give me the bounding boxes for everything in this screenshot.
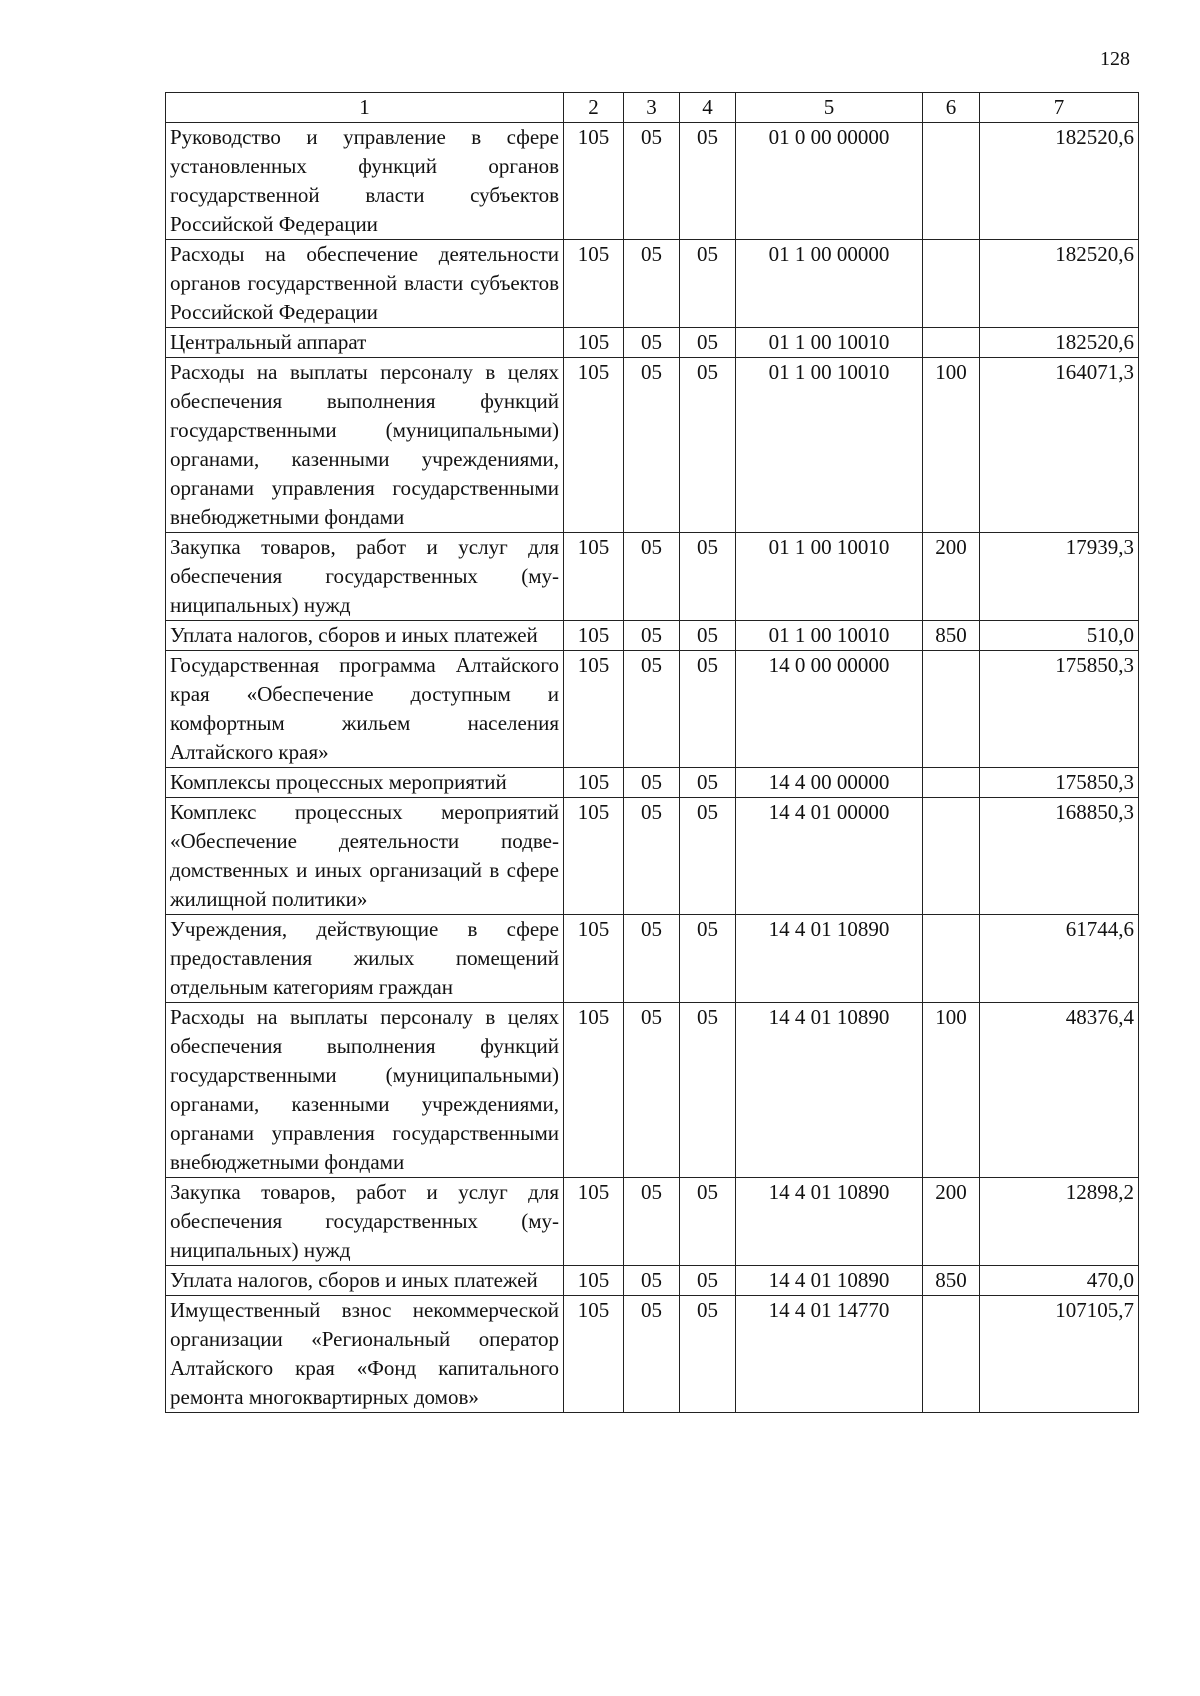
row-target-article: 01 1 00 10010 xyxy=(736,621,923,651)
row-code-section: 05 xyxy=(624,1003,680,1178)
row-code-subsection: 05 xyxy=(680,621,736,651)
row-amount: 17939,3 xyxy=(980,533,1139,621)
row-expense-type xyxy=(923,240,980,328)
column-header: 2 xyxy=(564,93,624,123)
row-code-ministry: 105 xyxy=(564,1266,624,1296)
table-row xyxy=(166,358,1139,533)
row-code-subsection: 05 xyxy=(680,240,736,328)
row-target-article: 14 4 01 14770 xyxy=(736,1296,923,1413)
row-code-subsection: 05 xyxy=(680,328,736,358)
row-amount: 175850,3 xyxy=(980,651,1139,768)
row-code-subsection: 05 xyxy=(680,358,736,533)
row-name: Уплата налогов, сборов и иных платежей xyxy=(166,1266,564,1296)
row-code-ministry: 105 xyxy=(564,123,624,240)
row-code-section: 05 xyxy=(624,621,680,651)
row-target-article: 14 4 01 10890 xyxy=(736,1178,923,1266)
row-expense-type xyxy=(923,1296,980,1413)
row-code-ministry: 105 xyxy=(564,358,624,533)
row-code-section: 05 xyxy=(624,1178,680,1266)
row-code-subsection: 05 xyxy=(680,533,736,621)
row-amount: 48376,4 xyxy=(980,1003,1139,1178)
row-code-subsection: 05 xyxy=(680,915,736,1003)
column-header: 6 xyxy=(923,93,980,123)
row-name: Расходы на обеспечение деятельности органов государственной власти субъектов Российской Федерации xyxy=(166,240,564,328)
row-name: Комплекс процессных мероприятий «Обеспечение деятельности подведомственных и иных организаций в сфере жилищной политики» xyxy=(166,798,564,915)
row-target-article: 01 0 00 00000 xyxy=(736,123,923,240)
row-code-subsection: 05 xyxy=(680,1178,736,1266)
column-header: 3 xyxy=(624,93,680,123)
row-expense-type xyxy=(923,328,980,358)
row-amount: 175850,3 xyxy=(980,768,1139,798)
table-row xyxy=(166,328,1139,358)
table-row xyxy=(166,651,1139,768)
row-expense-type: 850 xyxy=(923,621,980,651)
row-code-subsection: 05 xyxy=(680,1296,736,1413)
header-row xyxy=(166,93,1139,123)
row-target-article: 01 1 00 10010 xyxy=(736,328,923,358)
row-code-subsection: 05 xyxy=(680,1266,736,1296)
row-target-article: 14 4 01 10890 xyxy=(736,1003,923,1178)
column-header: 4 xyxy=(680,93,736,123)
row-code-ministry: 105 xyxy=(564,533,624,621)
row-name: Центральный аппарат xyxy=(166,328,564,358)
row-amount: 61744,6 xyxy=(980,915,1139,1003)
row-amount: 107105,7 xyxy=(980,1296,1139,1413)
table-row xyxy=(166,915,1139,1003)
row-code-ministry: 105 xyxy=(564,768,624,798)
table-row xyxy=(166,768,1139,798)
page-number: 128 xyxy=(1100,48,1130,70)
row-code-section: 05 xyxy=(624,123,680,240)
row-amount: 510,0 xyxy=(980,621,1139,651)
row-code-section: 05 xyxy=(624,1296,680,1413)
row-name: Комплексы процессных мероприятий xyxy=(166,768,564,798)
row-name: Закупка товаров, работ и услуг для обеспечения государственных (муниципальных) нужд xyxy=(166,1178,564,1266)
table-row xyxy=(166,123,1139,240)
row-code-section: 05 xyxy=(624,533,680,621)
row-name: Руководство и управление в сфере установленных функций органов государственной власти субъектов Российской Федерации xyxy=(166,123,564,240)
row-code-section: 05 xyxy=(624,915,680,1003)
row-code-section: 05 xyxy=(624,240,680,328)
row-code-ministry: 105 xyxy=(564,240,624,328)
row-target-article: 01 1 00 00000 xyxy=(736,240,923,328)
row-name: Учреждения, действующие в сфере предоставления жилых помещений отдельным категориям граждан xyxy=(166,915,564,1003)
row-expense-type xyxy=(923,915,980,1003)
row-name: Имущественный взнос некоммерческой организации «Региональный оператор Алтайского края «Фонд капитального ремонта многоквартирных домов» xyxy=(166,1296,564,1413)
column-header: 7 xyxy=(980,93,1139,123)
row-amount: 470,0 xyxy=(980,1266,1139,1296)
row-target-article: 01 1 00 10010 xyxy=(736,533,923,621)
row-expense-type xyxy=(923,651,980,768)
table-row xyxy=(166,240,1139,328)
row-name: Государственная программа Алтайского края «Обеспечение доступным и комфортным жильем населения Алтайского края» xyxy=(166,651,564,768)
row-code-subsection: 05 xyxy=(680,798,736,915)
budget-table xyxy=(165,92,1139,1413)
row-code-section: 05 xyxy=(624,328,680,358)
row-name: Расходы на выплаты персоналу в целях обеспечения выполнения функций государственными (муниципальными) органами, казенными учреждениями, органами управления государственными внебюджетными фондами xyxy=(166,1003,564,1178)
column-header: 5 xyxy=(736,93,923,123)
row-name: Уплата налогов, сборов и иных платежей xyxy=(166,621,564,651)
row-amount: 164071,3 xyxy=(980,358,1139,533)
table-row xyxy=(166,533,1139,621)
row-amount: 182520,6 xyxy=(980,328,1139,358)
table-row xyxy=(166,798,1139,915)
row-expense-type: 100 xyxy=(923,1003,980,1178)
row-code-ministry: 105 xyxy=(564,651,624,768)
row-code-ministry: 105 xyxy=(564,621,624,651)
row-name: Расходы на выплаты персоналу в целях обеспечения выполнения функций государственными (муниципальными) органами, казенными учреждениями, органами управления государственными внебюджетными фондами xyxy=(166,358,564,533)
row-code-subsection: 05 xyxy=(680,1003,736,1178)
table-row xyxy=(166,1003,1139,1178)
row-code-ministry: 105 xyxy=(564,915,624,1003)
row-code-section: 05 xyxy=(624,798,680,915)
row-expense-type xyxy=(923,123,980,240)
row-amount: 168850,3 xyxy=(980,798,1139,915)
row-code-ministry: 105 xyxy=(564,1296,624,1413)
row-target-article: 14 4 01 10890 xyxy=(736,1266,923,1296)
row-expense-type: 850 xyxy=(923,1266,980,1296)
row-expense-type: 200 xyxy=(923,533,980,621)
row-amount: 12898,2 xyxy=(980,1178,1139,1266)
row-amount: 182520,6 xyxy=(980,240,1139,328)
table-row xyxy=(166,1296,1139,1413)
row-code-ministry: 105 xyxy=(564,798,624,915)
row-target-article: 14 4 01 10890 xyxy=(736,915,923,1003)
table-row xyxy=(166,621,1139,651)
row-target-article: 14 4 00 00000 xyxy=(736,768,923,798)
table-row xyxy=(166,1178,1139,1266)
row-code-section: 05 xyxy=(624,768,680,798)
row-target-article: 01 1 00 10010 xyxy=(736,358,923,533)
row-code-ministry: 105 xyxy=(564,1178,624,1266)
row-code-subsection: 05 xyxy=(680,768,736,798)
row-expense-type xyxy=(923,768,980,798)
table-row xyxy=(166,1266,1139,1296)
row-code-subsection: 05 xyxy=(680,123,736,240)
row-code-section: 05 xyxy=(624,358,680,533)
row-code-section: 05 xyxy=(624,1266,680,1296)
row-amount: 182520,6 xyxy=(980,123,1139,240)
row-expense-type xyxy=(923,798,980,915)
row-target-article: 14 4 01 00000 xyxy=(736,798,923,915)
row-code-ministry: 105 xyxy=(564,1003,624,1178)
column-header: 1 xyxy=(166,93,564,123)
row-target-article: 14 0 00 00000 xyxy=(736,651,923,768)
row-code-section: 05 xyxy=(624,651,680,768)
row-expense-type: 100 xyxy=(923,358,980,533)
row-expense-type: 200 xyxy=(923,1178,980,1266)
row-code-ministry: 105 xyxy=(564,328,624,358)
row-code-subsection: 05 xyxy=(680,651,736,768)
row-name: Закупка товаров, работ и услуг для обеспечения государственных (муниципальных) нужд xyxy=(166,533,564,621)
